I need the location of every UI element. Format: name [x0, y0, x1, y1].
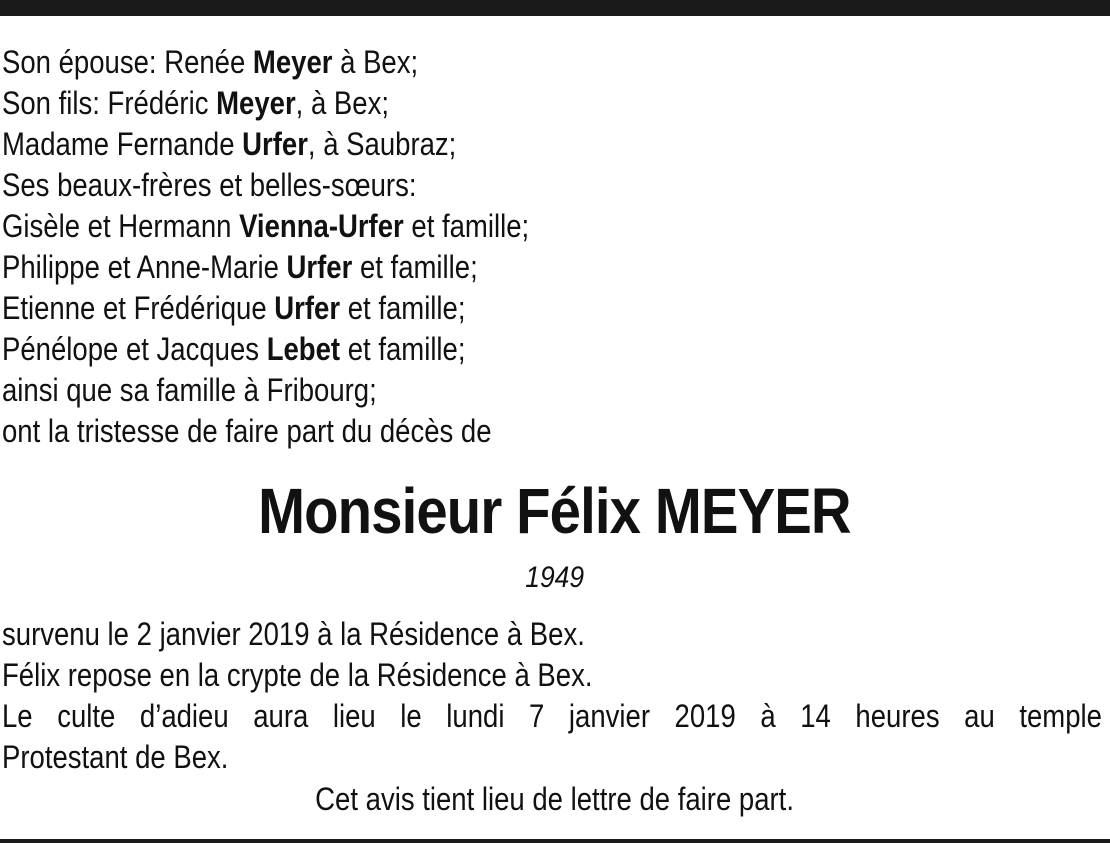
- birth-year: 1949: [525, 561, 585, 594]
- ceremony-location: Protestant de Bex.: [2, 739, 229, 775]
- family-surname: Urfer: [242, 126, 308, 162]
- family-surname: Meyer: [252, 44, 333, 80]
- family-line: Son épouse: Renée Meyer à Bex;: [2, 44, 419, 80]
- family-list: [2, 42, 615, 452]
- family-line: Philippe et Anne-Marie Urfer et famille;: [2, 249, 478, 285]
- deceased-name: Monsieur Félix MEYER: [258, 475, 851, 547]
- family-line: Etienne et Frédérique Urfer et famille;: [2, 290, 466, 326]
- family-line: Gisèle et Hermann Vienna-Urfer et famille;: [2, 208, 530, 244]
- family-surname: Urfer: [286, 249, 353, 285]
- family-line: Pénélope et Jacques Lebet et famille;: [2, 331, 466, 367]
- top-rule: [0, 0, 1110, 16]
- closing-note: Cet avis tient lieu de lettre de faire part.: [315, 781, 794, 817]
- death-notice: survenu le 2 janvier 2019 à la Résidence à Bex.: [2, 616, 585, 652]
- details: [2, 614, 1102, 778]
- family-line: Madame Fernande Urfer, à Saubraz;: [2, 126, 457, 162]
- bottom-rule: [0, 839, 1110, 843]
- family-line: ont la tristesse de faire part du décès de: [2, 413, 492, 449]
- family-surname: Vienna-Urfer: [239, 208, 404, 244]
- family-line: Ses beaux-frères et belles-sœurs:: [2, 167, 417, 203]
- family-line: ainsi que sa famille à Fribourg;: [2, 372, 377, 408]
- rest-notice: Félix repose en la crypte de la Résidence à Bex.: [2, 657, 593, 693]
- family-surname: Lebet: [266, 331, 341, 367]
- ceremony-notice: Le culte d’adieu aura lieu le lundi 7 janvier 2019 à 14 heures au temple: [2, 698, 1102, 734]
- family-line: Son fils: Frédéric Meyer, à Bex;: [2, 85, 389, 121]
- family-surname: Meyer: [216, 85, 296, 121]
- family-surname: Urfer: [274, 290, 341, 326]
